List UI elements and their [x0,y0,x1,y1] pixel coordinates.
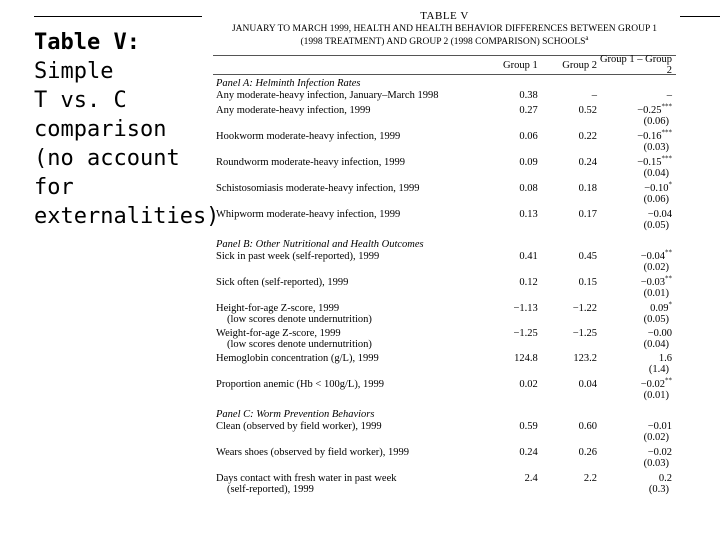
table-row [213,128,676,142]
standard-error: (0.3) [648,484,669,495]
group2-value: 0.04 [578,379,597,390]
table-row-secondary [213,142,676,153]
difference-number: – [666,90,672,101]
table-body [213,78,676,495]
group2-value: 0.52 [578,105,597,116]
difference-value [597,102,676,116]
group1-value: 0.27 [519,105,538,116]
difference-value [597,180,676,194]
empty-cell [539,220,596,231]
empty-cell [478,458,539,469]
group1-value: 0.06 [519,131,538,142]
table-row [213,154,676,168]
difference-value [597,248,676,262]
slide-title-bold: Table V: [34,30,140,55]
table-row-secondary [213,168,676,179]
table-heading-line2-text: (1998 TREATMENT) AND GROUP 2 (1998 COMPARISON) SCHOOLS [300,37,586,47]
standard-error: (0.04) [643,339,669,350]
group1-value: −1.13 [513,303,538,314]
group2-value: 0.26 [578,447,597,458]
row-label-continued [213,142,478,153]
row-label-continued [213,262,478,273]
row-label: Whipworm moderate-heavy infection, 1999 [216,209,401,220]
row-label-continued [213,220,478,231]
empty-cell [478,116,539,127]
difference-value [597,353,676,364]
slide-title-line: externalities) [34,204,220,229]
difference-number: −0.04 [640,251,665,262]
difference-number: −0.15 [637,157,662,168]
empty-cell [539,142,596,153]
row-label-continued: (low scores denote undernutrition) [227,339,372,350]
group1-value: 0.08 [519,183,538,194]
group2-value: 0.17 [578,209,597,220]
table-heading-line1: JANUARY TO MARCH 1999, HEALTH AND HEALTH BEHAVIOR DIFFERENCES BETWEEN GROUP 1 [231,24,658,34]
group1-value: 2.4 [524,473,538,484]
row-label: Any moderate-heavy infection, January–March 1998 [216,90,439,101]
column-header-group1: Group 1 [503,59,538,71]
empty-cell [478,288,539,299]
group2-value: 0.60 [578,421,597,432]
difference-value [597,274,676,288]
empty-cell [478,194,539,205]
slide-title-line: Simple [34,59,114,84]
row-label-continued [213,458,478,469]
table-row [213,209,676,220]
difference-value [597,128,676,142]
row-label: Clean (observed by field worker), 1999 [216,421,382,432]
table-row [213,274,676,288]
group2-value: 2.2 [583,473,597,484]
table-row-secondary [213,116,676,127]
group2-value: 0.15 [578,277,597,288]
table-header-row [213,56,676,74]
difference-value [597,154,676,168]
group1-value: 0.12 [519,277,538,288]
difference-value [597,376,676,390]
difference-number: −0.00 [647,328,672,339]
difference-value [597,328,676,339]
table-row-secondary [213,194,676,205]
empty-cell [539,262,596,273]
standard-error: (0.05) [643,314,669,325]
significance-stars: *** [661,102,672,111]
empty-cell [539,364,596,375]
table-row-secondary [213,484,676,495]
difference-number: −0.02 [640,379,665,390]
row-label: Sick in past week (self-reported), 1999 [216,251,380,262]
difference-number: −0.04 [647,209,672,220]
standard-error: (0.03) [643,142,669,153]
table-row [213,248,676,262]
row-label: Weight-for-age Z-score, 1999 [216,328,341,339]
difference-value [597,421,676,432]
empty-cell [539,432,596,443]
group2-value: 0.45 [578,251,597,262]
table-label: TABLE V [420,10,469,22]
slide-title-line: comparison [34,117,167,142]
slide-title [34,28,220,231]
slide-title-line: for [34,175,74,200]
standard-error: (0.05) [643,220,669,231]
difference-number: −0.01 [647,421,672,432]
empty-cell [478,262,539,273]
group1-value: 124.8 [514,353,538,364]
empty-cell [539,390,596,401]
table-row-secondary [213,288,676,299]
row-label: Schistosomiasis moderate-heavy infection, 1999 [216,183,420,194]
empty-cell [478,314,539,325]
significance-stars: * [668,300,672,309]
table-row-secondary [213,458,676,469]
table-row-secondary [213,432,676,443]
row-label-continued [213,364,478,375]
table-heading-line2 [213,33,676,49]
group2-value: 0.22 [578,131,597,142]
significance-stars: ** [665,376,672,385]
table-row [213,447,676,458]
row-label-continued: (self-reported), 1999 [227,484,314,495]
difference-number: −0.03 [640,277,665,288]
difference-value [597,300,676,314]
table-row [213,328,676,339]
group1-value: −1.25 [513,328,538,339]
table-row-secondary [213,220,676,231]
group1-value: 0.24 [519,447,538,458]
group1-value: 0.59 [519,421,538,432]
table-row [213,180,676,194]
empty-cell [478,339,539,350]
row-label-continued [213,116,478,127]
empty-cell [478,432,539,443]
group2-value: – [591,90,597,101]
table-row-secondary [213,364,676,375]
difference-value [597,447,676,458]
row-label-continued [213,432,478,443]
slide-title-line: T vs. C [34,88,127,113]
standard-error: (0.03) [643,458,669,469]
empty-cell [539,458,596,469]
table-row-secondary [213,390,676,401]
group2-value: −1.25 [572,328,597,339]
standard-error: (0.01) [643,390,669,401]
table-row [213,353,676,364]
row-label-continued [213,194,478,205]
table-row [213,421,676,432]
empty-cell [539,339,596,350]
table-row-secondary [213,262,676,273]
table-row [213,473,676,484]
difference-number: 0.2 [658,473,672,484]
significance-stars: *** [661,128,672,137]
slide-title-line: (no account [34,146,180,171]
empty-cell [539,288,596,299]
significance-stars: ** [665,274,672,283]
group2-value: 123.2 [573,353,597,364]
row-label-continued [213,288,478,299]
table-row [213,376,676,390]
row-label: Hemoglobin concentration (g/L), 1999 [216,353,379,364]
standard-error: (0.06) [643,194,669,205]
row-label: Proportion anemic (Hb < 100g/L), 1999 [216,379,385,390]
table-row [213,90,676,101]
empty-cell [539,168,596,179]
table-row-secondary [213,339,676,350]
group2-value: 0.18 [578,183,597,194]
empty-cell [539,116,596,127]
results-table [213,10,676,495]
empty-cell [539,314,596,325]
significance-stars: ** [665,248,672,257]
table-heading-note: a [585,33,589,42]
row-label: Roundworm moderate-heavy infection, 1999 [216,157,405,168]
row-label: Days contact with fresh water in past week [216,473,397,484]
row-label: Any moderate-heavy infection, 1999 [216,105,371,116]
group1-value: 0.41 [519,251,538,262]
panel-title: Panel B: Other Nutritional and Health Outcomes [216,239,424,250]
standard-error: (0.06) [643,116,669,127]
significance-stars: *** [661,154,672,163]
significance-stars: * [668,180,672,189]
row-label: Wears shoes (observed by field worker), 1999 [216,447,410,458]
empty-cell [539,194,596,205]
row-label: Sick often (self-reported), 1999 [216,277,349,288]
group1-value: 0.38 [519,90,538,101]
row-label-continued [213,168,478,179]
standard-error: (1.4) [648,364,669,375]
column-header-group2: Group 2 [562,59,597,71]
group2-value: 0.24 [578,157,597,168]
group1-value: 0.02 [519,379,538,390]
difference-number: 0.09 [650,303,669,314]
difference-number: −0.02 [647,447,672,458]
difference-value [597,473,676,484]
row-label-continued: (low scores denote undernutrition) [227,314,372,325]
difference-number: −0.16 [637,131,662,142]
difference-number: −0.10 [644,183,669,194]
row-label-continued [213,390,478,401]
panel-title: Panel C: Worm Prevention Behaviors [216,409,375,420]
standard-error: (0.04) [643,168,669,179]
empty-cell [478,168,539,179]
column-header-difference: Group 1 – Group 2 [599,54,672,76]
empty-cell [478,364,539,375]
group2-value: −1.22 [572,303,597,314]
panel-title: Panel A: Helminth Infection Rates [216,78,361,89]
difference-value [597,209,676,220]
top-rule-left [34,16,202,17]
standard-error: (0.02) [643,432,669,443]
row-label: Height-for-age Z-score, 1999 [216,303,340,314]
standard-error: (0.01) [643,288,669,299]
table-row [213,300,676,314]
empty-cell [478,142,539,153]
top-rule-right [680,16,720,17]
empty-cell [478,390,539,401]
standard-error: (0.02) [643,262,669,273]
empty-cell [539,484,596,495]
table-row [213,102,676,116]
difference-value [597,90,676,101]
group1-value: 0.09 [519,157,538,168]
row-label: Hookworm moderate-heavy infection, 1999 [216,131,401,142]
group1-value: 0.13 [519,209,538,220]
difference-number: 1.6 [658,353,672,364]
table-row-secondary [213,314,676,325]
difference-number: −0.25 [637,105,662,116]
empty-cell [478,220,539,231]
empty-cell [478,484,539,495]
